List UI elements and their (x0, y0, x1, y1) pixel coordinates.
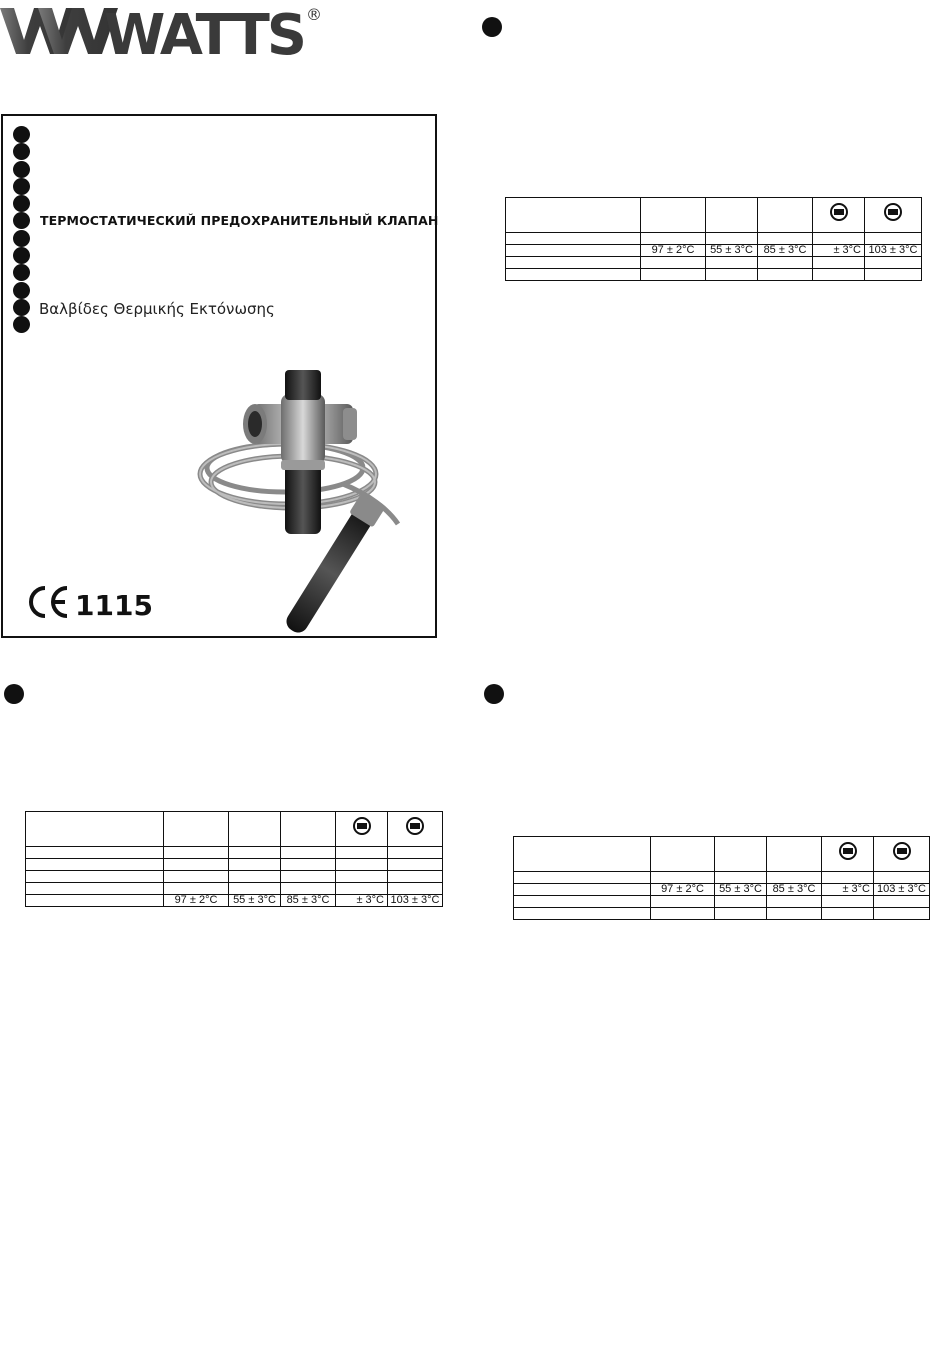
table-header-row (26, 812, 443, 847)
language-dot-icon (13, 247, 30, 264)
language-dot-icon (13, 264, 30, 281)
product-title-ru: ТЕРМОСТАТИЧЕСКИЙ ПРЕДОХРАНИТЕЛЬНЫЙ КЛАПАН (40, 213, 439, 228)
language-dot-icon (13, 143, 30, 160)
certification-seal-icon (892, 841, 912, 867)
table-row (514, 872, 930, 884)
svg-text:®: ® (306, 5, 322, 24)
spec-table-bottom-left (25, 811, 443, 907)
language-markers (13, 126, 30, 334)
certification-seal-icon (883, 202, 903, 228)
section-dot-icon (482, 17, 502, 37)
spec-table-bottom-right (513, 836, 930, 920)
certification-seal-icon (352, 816, 372, 842)
table-row: 97 ± 2°C 55 ± 3°C 85 ± 3°C ± 3°C 103 ± 3°C (506, 245, 922, 257)
table-row (506, 269, 922, 281)
language-dot-icon (13, 282, 30, 299)
product-title-gr: Βαλβίδες Θερμικής Εκτόνωσης (39, 300, 275, 318)
language-dot-icon (13, 195, 30, 212)
language-dot-icon (13, 230, 30, 247)
table-row (506, 257, 922, 269)
table-row: 97 ± 2°C 55 ± 3°C 85 ± 3°C ± 3°C 103 ± 3°C (514, 884, 930, 896)
certification-seal-icon (838, 841, 858, 867)
table-row (26, 871, 443, 883)
section-dot-icon (484, 684, 504, 704)
table-header-row (506, 198, 922, 233)
table-row: 97 ± 2°C 55 ± 3°C 85 ± 3°C ± 3°C 103 ± 3°C (26, 895, 443, 907)
table-row (26, 847, 443, 859)
language-dot-icon (13, 316, 30, 333)
language-dot-icon (13, 126, 30, 143)
language-dot-icon (13, 212, 30, 229)
certification-seal-icon (405, 816, 425, 842)
cover-panel (1, 114, 437, 638)
spec-table-top-right (505, 197, 922, 281)
table-row (26, 883, 443, 895)
table-row (514, 908, 930, 920)
watts-logo (0, 0, 330, 68)
svg-text:WATTS: WATTS (104, 3, 304, 68)
table-row (26, 859, 443, 871)
table-row (514, 896, 930, 908)
table-header-row (514, 837, 930, 872)
certification-seal-icon (829, 202, 849, 228)
language-dot-icon (13, 299, 30, 316)
language-dot-icon (13, 178, 30, 195)
section-dot-icon (4, 684, 24, 704)
language-dot-icon (13, 161, 30, 178)
product-photo (193, 364, 423, 624)
svg-text:1115: 1115 (75, 589, 153, 622)
ce-mark (27, 584, 153, 622)
table-row (506, 233, 922, 245)
